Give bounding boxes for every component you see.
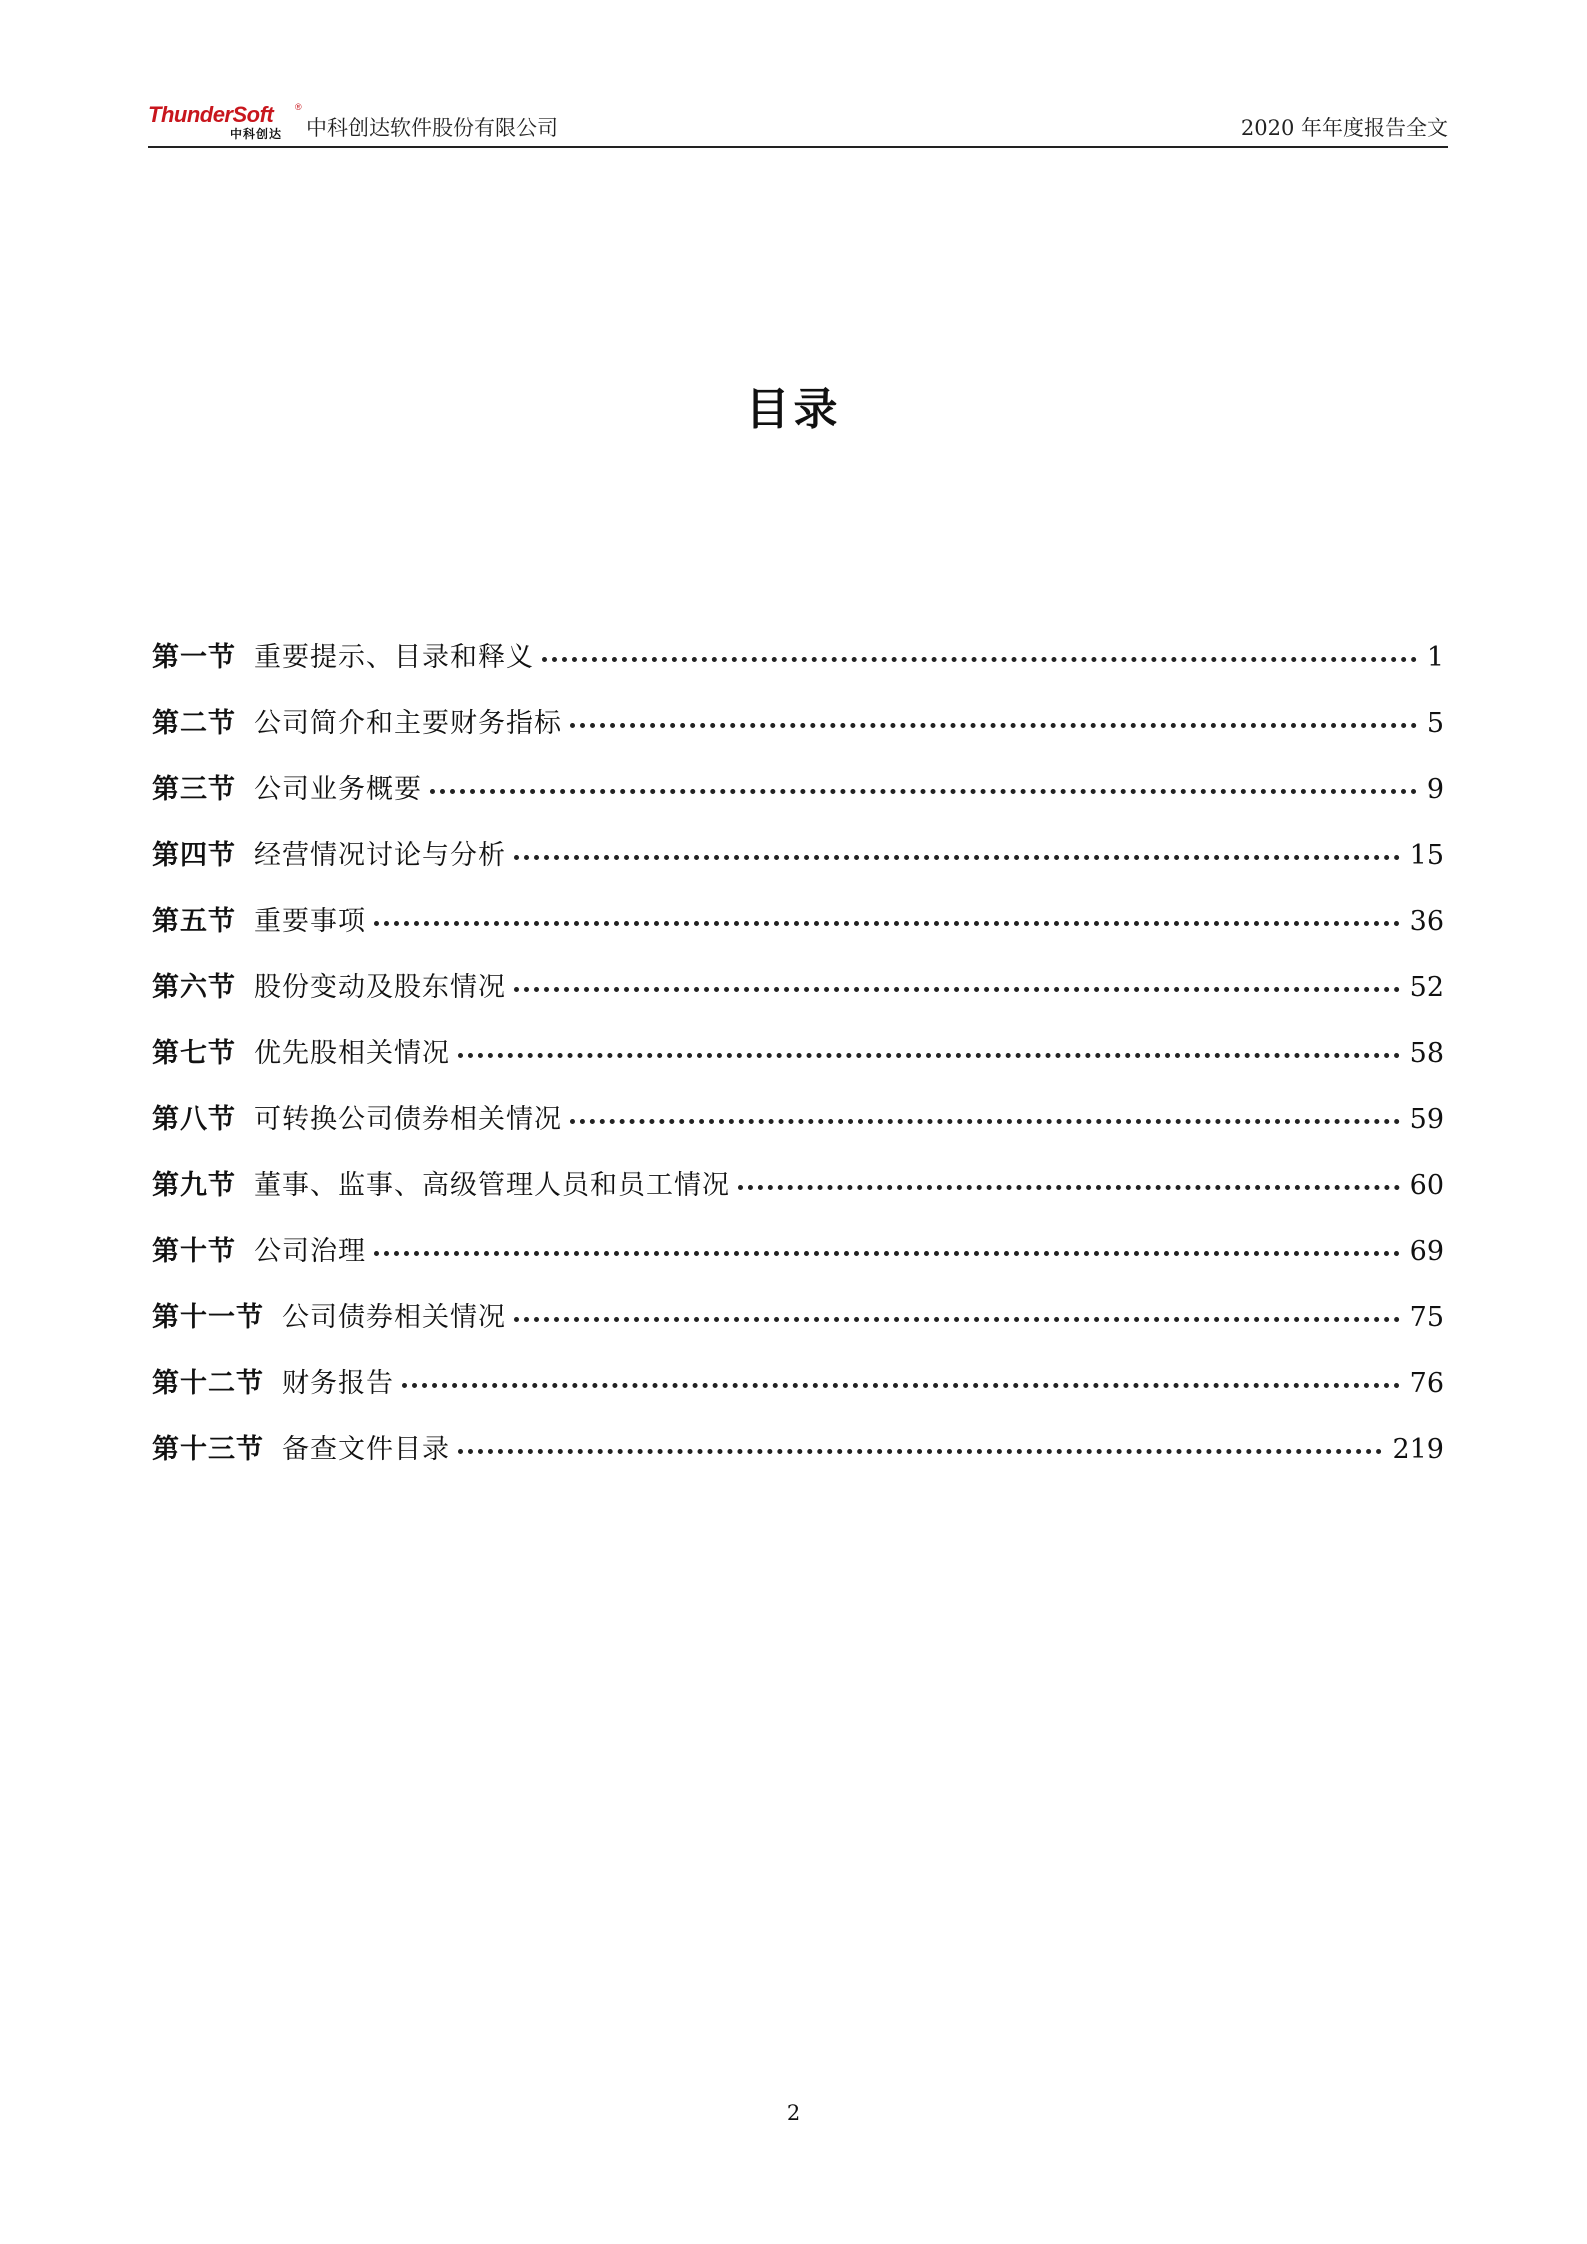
toc-title: 目录 <box>745 384 842 435</box>
toc-section-title: 公司治理 <box>254 1236 366 1267</box>
toc-item[interactable] <box>152 704 1444 770</box>
dot-leader <box>430 789 1417 794</box>
toc-page-number: 36 <box>1409 906 1444 937</box>
dot-leader <box>542 657 1417 662</box>
toc-item[interactable] <box>152 1166 1444 1232</box>
toc-section-title: 公司简介和主要财务指标 <box>254 708 562 739</box>
page-number: 2 <box>786 2101 801 2125</box>
toc-item[interactable] <box>152 1232 1444 1298</box>
toc-section-title: 重要提示、目录和释义 <box>254 642 534 673</box>
toc-section-number: 第五节 <box>152 906 236 937</box>
toc-section-number: 第三节 <box>152 774 236 805</box>
dot-leader <box>514 1317 1400 1322</box>
toc-item[interactable] <box>152 770 1444 836</box>
toc-item[interactable] <box>152 1364 1444 1430</box>
thundersoft-logo <box>148 102 302 144</box>
toc-item[interactable] <box>152 1298 1444 1364</box>
toc-page-number: 59 <box>1409 1104 1444 1135</box>
company-name: 中科创达软件股份有限公司 <box>306 116 558 140</box>
toc-section-number: 第四节 <box>152 840 236 871</box>
dot-leader <box>374 921 1400 926</box>
toc-page-number: 60 <box>1409 1170 1444 1201</box>
toc-item[interactable] <box>152 1034 1444 1100</box>
toc-page-number: 1 <box>1426 642 1444 673</box>
logo-chinese-name: 中科创达 <box>230 127 283 141</box>
toc-section-number: 第十二节 <box>152 1368 264 1399</box>
toc-section-number: 第八节 <box>152 1104 236 1135</box>
logo-wordmark: ThunderSoft <box>148 102 274 127</box>
toc-page-number: 58 <box>1409 1038 1444 1069</box>
dot-leader <box>514 987 1400 992</box>
toc-page-number: 76 <box>1409 1368 1444 1399</box>
report-title: 2020 年年度报告全文 <box>1240 116 1448 140</box>
logo-registered-mark: ® <box>295 102 302 112</box>
toc-section-number: 第十三节 <box>152 1434 264 1465</box>
page-header <box>148 104 1448 148</box>
toc-section-title: 经营情况讨论与分析 <box>254 840 506 871</box>
toc-section-number: 第十节 <box>152 1236 236 1267</box>
toc-item[interactable] <box>152 968 1444 1034</box>
toc-page-number: 5 <box>1426 708 1444 739</box>
toc-page-number: 9 <box>1426 774 1444 805</box>
toc-section-number: 第六节 <box>152 972 236 1003</box>
toc-section-number: 第七节 <box>152 1038 236 1069</box>
dot-leader <box>738 1185 1400 1190</box>
toc-section-title: 公司业务概要 <box>254 774 422 805</box>
toc-item[interactable] <box>152 1100 1444 1166</box>
toc-section-title: 董事、监事、高级管理人员和员工情况 <box>254 1170 730 1201</box>
dot-leader <box>402 1383 1400 1388</box>
toc-section-number: 第二节 <box>152 708 236 739</box>
toc-section-number: 第十一节 <box>152 1302 264 1333</box>
dot-leader <box>458 1449 1382 1454</box>
toc-section-title: 公司债券相关情况 <box>282 1302 506 1333</box>
toc-item[interactable] <box>152 1430 1444 1496</box>
toc-section-number: 第一节 <box>152 642 236 673</box>
toc-item[interactable] <box>152 638 1444 704</box>
toc-section-number: 第九节 <box>152 1170 236 1201</box>
toc-section-title: 重要事项 <box>254 906 366 937</box>
toc-page-number: 52 <box>1409 972 1444 1003</box>
dot-leader <box>570 723 1417 728</box>
toc-item[interactable] <box>152 836 1444 902</box>
toc-section-title: 可转换公司债券相关情况 <box>254 1104 562 1135</box>
table-of-contents <box>152 638 1444 1496</box>
dot-leader <box>570 1119 1400 1124</box>
toc-section-title: 优先股相关情况 <box>254 1038 450 1069</box>
toc-page-number: 75 <box>1409 1302 1444 1333</box>
toc-section-title: 备查文件目录 <box>282 1434 450 1465</box>
toc-page-number: 69 <box>1409 1236 1444 1267</box>
toc-page-number: 15 <box>1409 840 1444 871</box>
dot-leader <box>374 1251 1400 1256</box>
dot-leader <box>514 855 1400 860</box>
toc-item[interactable] <box>152 902 1444 968</box>
toc-page-number: 219 <box>1392 1434 1444 1465</box>
toc-section-title: 财务报告 <box>282 1368 394 1399</box>
dot-leader <box>458 1053 1400 1058</box>
toc-section-title: 股份变动及股东情况 <box>254 972 506 1003</box>
